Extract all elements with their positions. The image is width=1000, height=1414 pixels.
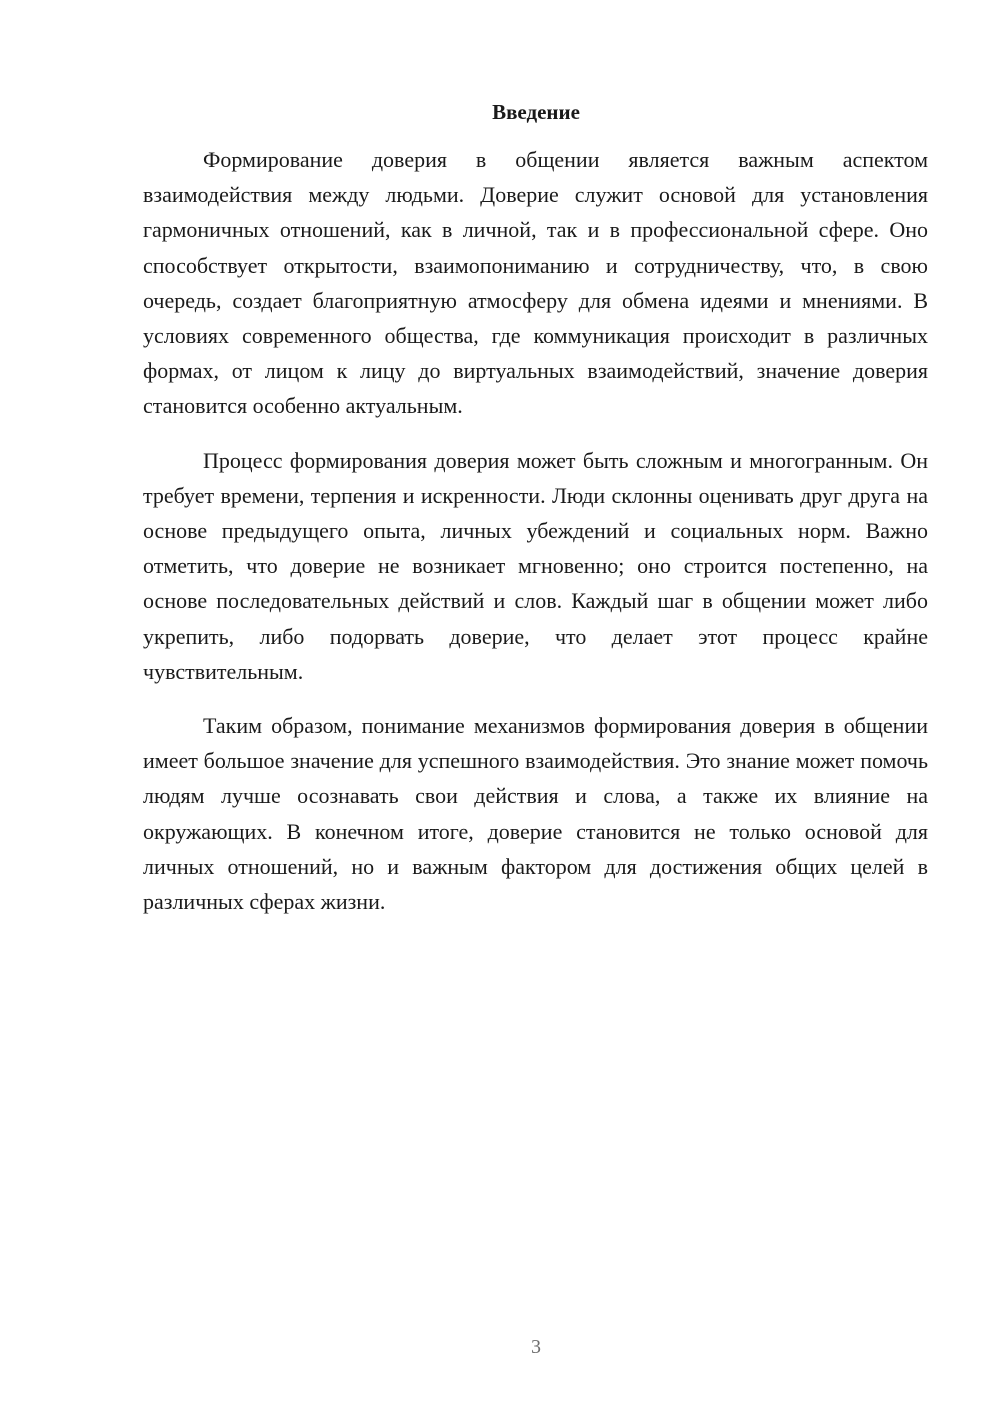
paragraph-1: Формирование доверия в общении является важным аспектом взаимодействия между людьми. Доверие служит основой для установления гармоничных отношений, как в личной, так и в профессиональной сфере. Оно способствует открытости, взаимопониманию и сотрудничеству, что, в свою очередь, создает благоприятную атмосферу для обмена идеями и мнениями. В условиях современного общества, где коммуникация происходит в различных формах, от лицом к лицу до виртуальных взаимодействий, значение доверия становится особенно актуальным. (143, 147, 928, 419)
paragraph-2: Процесс формирования доверия может быть сложным и многогранным. Он требует времени, терпения и искренности. Люди склонны оценивать друг друга на основе предыдущего опыта, личных убеждений и социальных норм. Важно отметить, что доверие не возникает мгновенно; оно строится постепенно, на основе последовательных действий и слов. Каждый шаг в общении может либо укрепить, либо подорвать доверие, что делает этот процесс крайне чувствительным. (143, 447, 928, 684)
body-text (143, 142, 928, 919)
paragraph-3: Таким образом, понимание механизмов формирования доверия в общении имеет большое значение для успешного взаимодействия. Это знание может помочь людям лучше осознавать свои действия и слова, а также их влияние на окружающих. В конечном итоге, доверие становится не только основой для личных отношений, но и важным фактором для достижения общих целей в различных сферах жизни. (143, 713, 928, 915)
page-number: 3 (531, 1336, 541, 1358)
section-heading: Введение (492, 100, 580, 124)
